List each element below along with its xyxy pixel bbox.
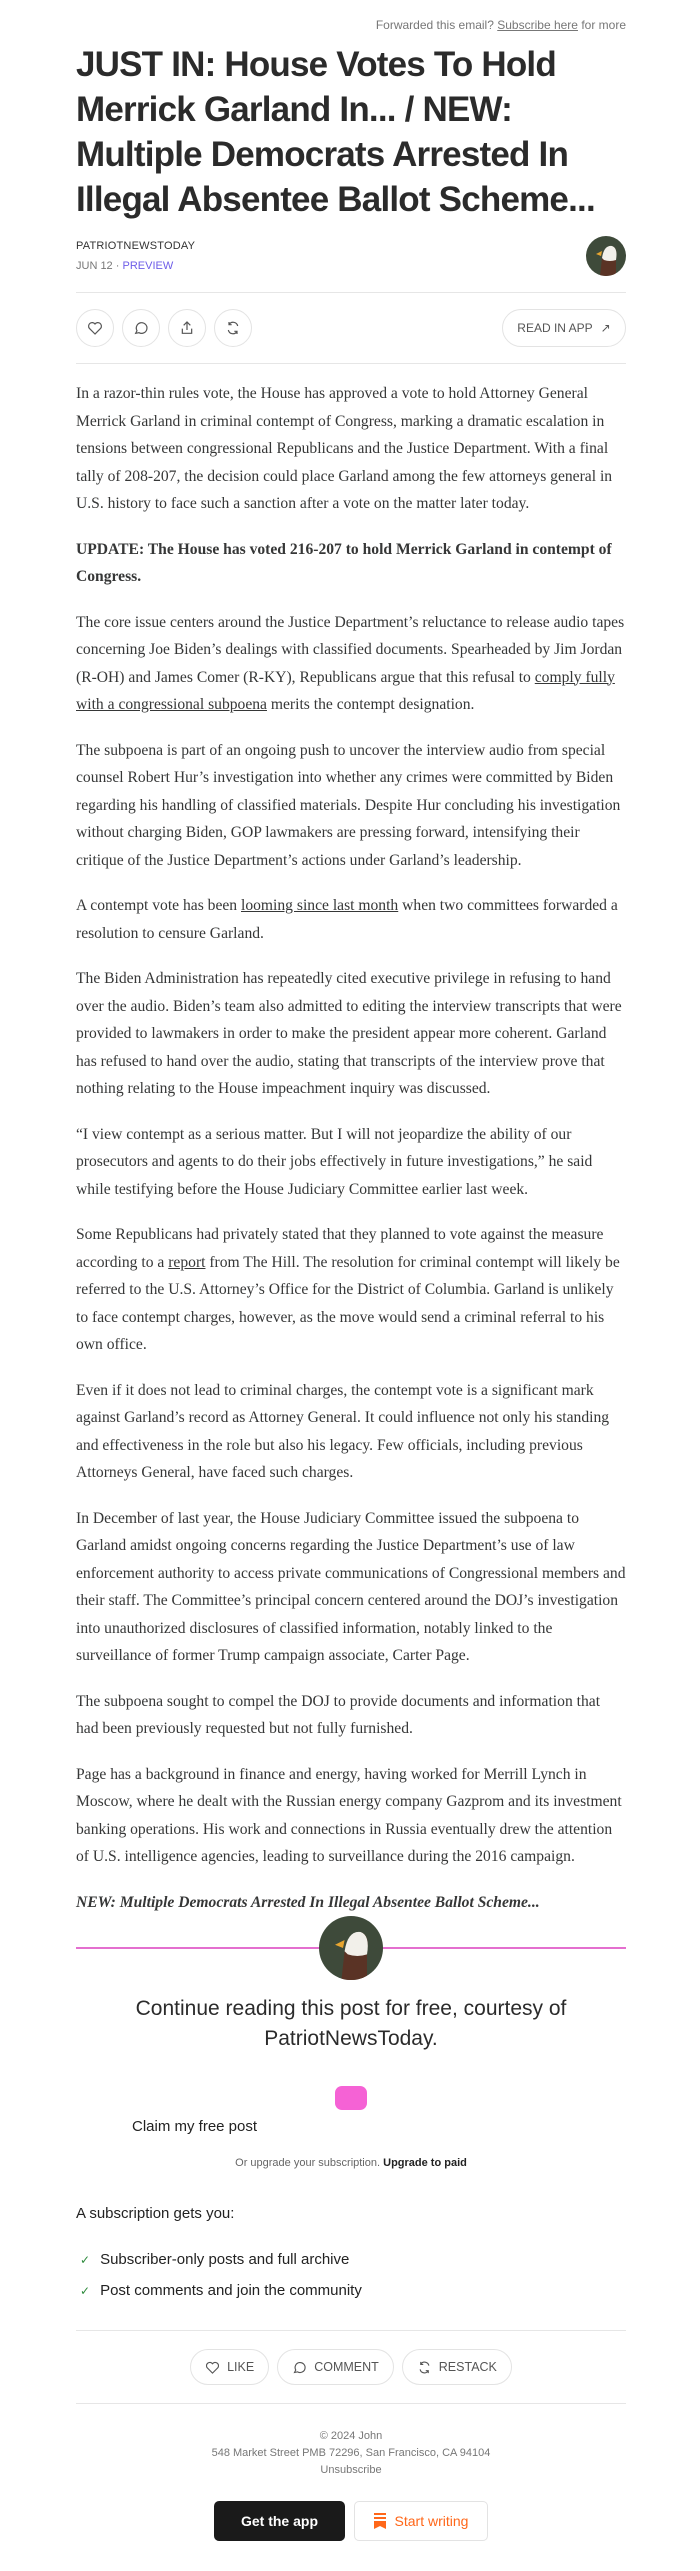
copyright: © 2024 John — [319, 2430, 383, 2442]
arrow-up-right-icon: ↗ — [600, 321, 611, 335]
paragraph: The subpoena sought to compel the DOJ to provide documents and information that had been previously requested but not fully furnished. — [76, 1692, 601, 1737]
start-writing-button[interactable] — [354, 2501, 488, 2541]
benefit-label: Subscriber-only posts and full archive — [100, 2251, 350, 2268]
report-link[interactable]: report — [168, 1253, 206, 1271]
eagle-logo-icon — [319, 1916, 383, 1980]
like-button[interactable] — [76, 309, 114, 347]
claim-free-post-link[interactable]: Claim my free post — [132, 2118, 258, 2135]
heart-icon — [87, 320, 103, 336]
divider — [76, 2403, 626, 2404]
restack-icon — [417, 2360, 432, 2375]
post-title: JUST IN: House Votes To Hold Merrick Garland In... / NEW: Multiple Democrats Arrested In Illegal Absentee Ballot Scheme... — [76, 45, 595, 219]
comment-label: COMMENT — [314, 2360, 379, 2374]
forwarded-suffix: for more — [581, 18, 626, 32]
upgrade-text: Or upgrade your subscription. — [235, 2157, 381, 2169]
start-writing-label: Start writing — [394, 2513, 469, 2529]
comment-pill-button[interactable] — [277, 2349, 394, 2385]
new-heading: NEW: Multiple Democrats Arrested In Illegal Absentee Ballot Scheme... — [76, 1893, 540, 1911]
read-in-app-label: READ IN APP — [517, 321, 593, 335]
share-icon — [179, 320, 195, 336]
paragraph — [76, 892, 626, 947]
paragraph: Even if it does not lead to criminal charges, the contempt vote is a significant mark against Garland’s record as Attorney General. It could influence not only his standing and effectiveness in the role but also his legacy. Few officials, including previous Attorneys General, have faced such charges. — [76, 1381, 610, 1481]
like-pill-button[interactable] — [190, 2349, 269, 2385]
forwarded-text: Forwarded this email? — [375, 18, 494, 32]
heart-icon — [205, 2360, 220, 2375]
subpoena-link[interactable]: comply fully with a congressional subpoena — [76, 668, 615, 713]
text: when two committees forwarded a resolution to censure Garland. — [76, 897, 618, 942]
restack-button[interactable] — [214, 309, 252, 347]
substack-logo-icon — [374, 2513, 386, 2529]
author-avatar[interactable] — [586, 236, 626, 276]
looming-link[interactable]: looming since last month — [241, 897, 399, 914]
paragraph — [76, 1221, 626, 1359]
post-meta — [76, 260, 195, 272]
read-in-app-button[interactable] — [502, 309, 626, 347]
comment-icon — [292, 2360, 307, 2375]
publication-logo — [319, 1916, 383, 1980]
unsubscribe-link[interactable]: Unsubscribe — [320, 2464, 382, 2476]
restack-icon — [225, 320, 241, 336]
text: from The Hill. The resolution for criminal contempt will likely be referred to the U.S. Attorney’s Office for the District of Columbia. Garland is unlikely to face contempt charges, however, as the move would send a criminal referral to his own office. — [76, 1253, 620, 1353]
update-paragraph: UPDATE: The House has voted 216-207 to hold Merrick Garland in contempt of Congress. — [76, 540, 612, 585]
benefits-title: A subscription gets you: — [76, 2205, 235, 2222]
text: A contempt vote has been — [76, 897, 241, 914]
restack-pill-button[interactable] — [402, 2349, 512, 2385]
get-the-app-button[interactable]: Get the app — [214, 2501, 345, 2541]
restack-label: RESTACK — [438, 2360, 497, 2374]
address: 548 Market Street PMB 72296, San Francisco, CA 94104 — [211, 2447, 491, 2459]
benefit-item — [80, 2244, 626, 2275]
quote-paragraph: “I view contempt as a serious matter. But I will not jeopardize the ability of our prosecutors and agents to do their jobs effectively in future investigations,” he said while testifying before the House Judiciary Committee earlier last week. — [76, 1125, 593, 1198]
subscribe-link[interactable]: Subscribe here — [497, 18, 578, 32]
paragraph — [76, 609, 626, 719]
check-icon: ✓ — [80, 2283, 91, 2298]
comment-icon — [133, 320, 149, 336]
upgrade-notice — [76, 2157, 626, 2169]
paragraph: In December of last year, the House Judiciary Committee issued the subpoena to Garland amidst ongoing concerns regarding the Justice Department’s use of law enforcement authority to access private communications of Congressional members and their staff. The Committee’s principal concern centered around the DOJ’s investigation into unauthorized disclosures of classified information, notably linked to the surveillance of former Trump campaign associate, Carter Page. — [76, 1509, 626, 1664]
action-bar — [76, 309, 626, 347]
eagle-avatar-icon — [586, 236, 626, 276]
engagement-bar — [76, 2349, 626, 2385]
paragraph: In a razor-thin rules vote, the House has approved a vote to hold Attorney General Merrick Garland in criminal contempt of Congress, marking a dramatic escalation in tensions between congressional Republicans and the Justice Department. With a final tally of 208-207, the decision could place Garland among the few attorneys general in U.S. history to face such a sanction after a vote on the matter later today. — [76, 385, 613, 512]
benefit-label: Post comments and join the community — [100, 2282, 362, 2299]
post-meta-row — [76, 236, 626, 276]
divider — [76, 292, 626, 293]
text: The core issue centers around the Justice Department’s reluctance to release audio tapes concerning Joe Biden’s dealings with classified documents. Spearheaded by Jim Jordan (R-OH) and James Comer (R-KY), Republicans argue that this refusal to — [76, 613, 625, 686]
text: Some Republicans had privately stated that they planned to vote against the measure according to a — [76, 1226, 604, 1271]
like-label: LIKE — [227, 2360, 255, 2374]
share-button[interactable] — [168, 309, 206, 347]
comment-button[interactable] — [122, 309, 160, 347]
paragraph: The subpoena is part of an ongoing push to uncover the interview audio from special counsel Robert Hur’s investigation into whether any crimes were committed by Biden regarding his handling of classified materials. Despite Hur concluding his investigation without charging Biden, GOP lawmakers are pressing forward, intensifying their critique of the Justice Department’s actions under Garland’s leadership. — [76, 741, 621, 869]
footer-buttons — [76, 2501, 626, 2541]
divider — [76, 363, 626, 364]
post-date: JUN 12 — [76, 260, 113, 272]
upgrade-to-paid-link[interactable]: Upgrade to paid — [383, 2157, 467, 2169]
divider — [76, 2330, 626, 2331]
paywall-header — [76, 1916, 626, 1980]
post-body — [76, 380, 626, 1916]
text: merits the contempt designation. — [266, 696, 475, 713]
benefit-item — [80, 2275, 626, 2306]
paywall-headline: Continue reading this post for free, courtesy of PatriotNewsToday. — [135, 1997, 567, 2050]
preview-label: PREVIEW — [122, 260, 174, 272]
forwarded-notice — [76, 0, 626, 42]
post-meta-text — [76, 240, 195, 272]
claim-post-button[interactable] — [335, 2086, 367, 2110]
paragraph: The Biden Administration has repeatedly cited executive privilege in refusing to hand over the audio. Biden’s team also admitted to editing the interview transcripts that were provided to lawmakers in order to make the president appear more coherent. Garland has refused to hand over the audio, stating that transcripts of the interview prove that nothing relating to the House impeachment inquiry was discussed. — [76, 970, 622, 1097]
meta-separator: · — [115, 260, 120, 272]
check-icon: ✓ — [80, 2252, 91, 2267]
publication-name[interactable]: PATRIOTNEWSTODAY — [76, 240, 196, 252]
paragraph: Page has a background in finance and energy, having worked for Merrill Lynch in Moscow, where he dealt with the Russian energy company Gazprom and its investment banking operations. His work and connections in Russia eventually drew the attention of U.S. intelligence agencies, leading to surveillance during the 2016 campaign. — [76, 1765, 622, 1865]
